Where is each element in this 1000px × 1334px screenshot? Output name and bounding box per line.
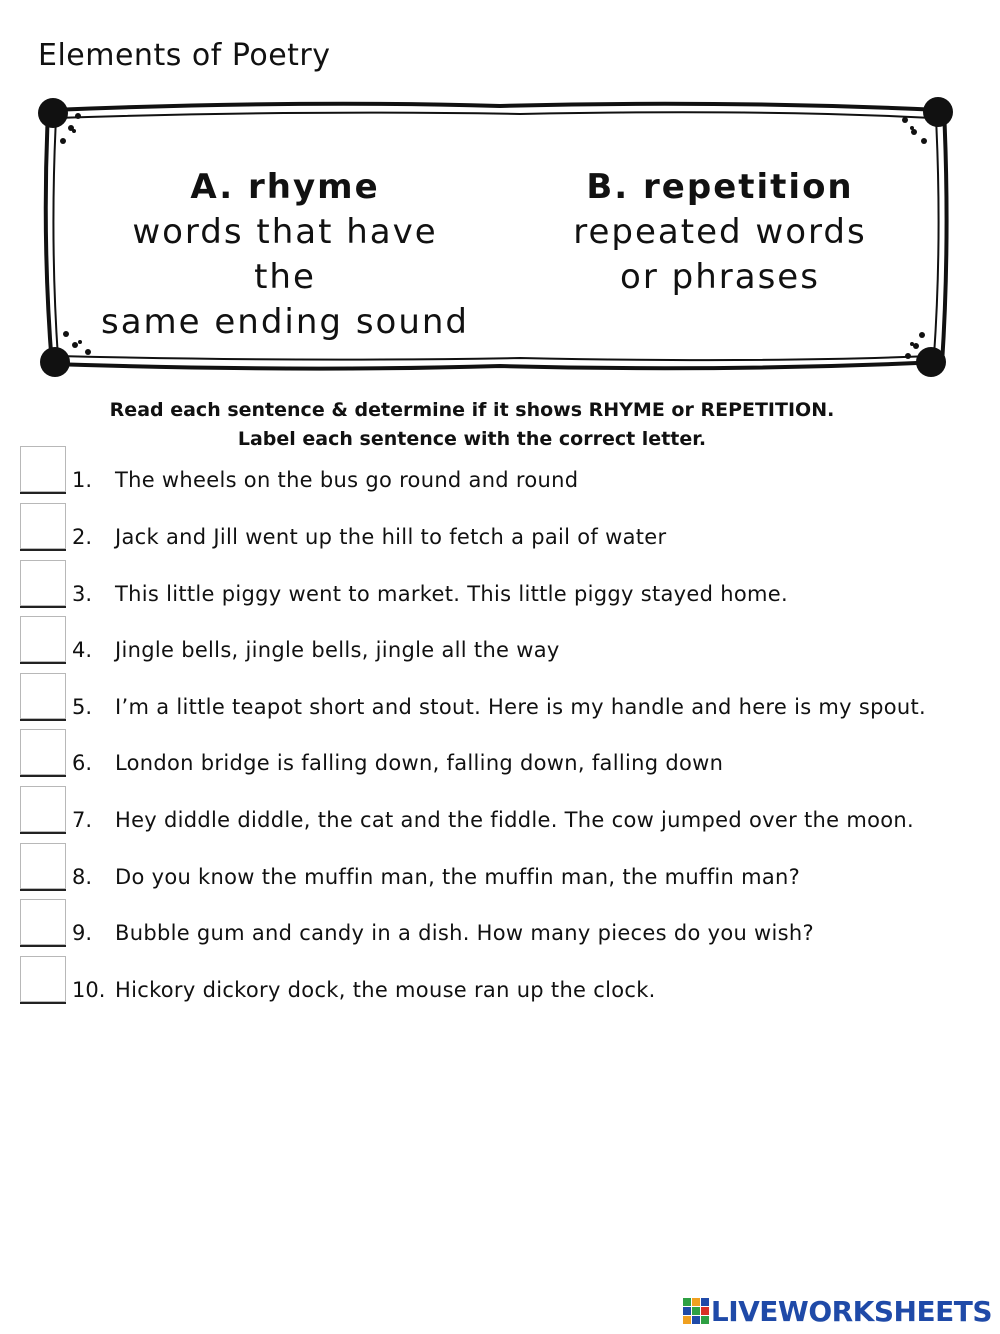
question-text: London bridge is falling down, falling down, falling down — [115, 751, 724, 775]
definition-line: or phrases — [620, 257, 820, 297]
question-row — [0, 503, 1000, 559]
answer-underline — [20, 775, 66, 777]
answer-box[interactable] — [20, 899, 66, 945]
answer-box[interactable] — [20, 843, 66, 889]
question-number: 6. — [72, 751, 93, 775]
question-text: Jingle bells, jingle bells, jingle all the way — [115, 638, 560, 662]
answer-box[interactable] — [20, 673, 66, 719]
question-text: Jack and Jill went up the hill to fetch a pail of water — [115, 525, 667, 549]
definition-rhyme — [100, 165, 470, 345]
question-row — [0, 956, 1000, 1012]
definition-line: same ending sound — [100, 302, 470, 342]
question-number: 10. — [72, 978, 106, 1002]
answer-box[interactable] — [20, 446, 66, 492]
question-number: 1. — [72, 468, 93, 492]
question-text: Hickory dickory dock, the mouse ran up the clock. — [115, 978, 656, 1002]
answer-box[interactable] — [20, 616, 66, 662]
question-number: 4. — [72, 638, 93, 662]
question-row — [0, 843, 1000, 899]
answer-underline — [20, 606, 66, 608]
answer-box[interactable] — [20, 560, 66, 606]
brand-name: LIVEWORKSHEETS — [710, 1294, 992, 1328]
question-text: I’m a little teapot short and stout. Here is my handle and here is my spout. — [115, 695, 927, 719]
question-row — [0, 786, 1000, 842]
answer-underline — [20, 549, 66, 551]
page-title: Elements of Poetry — [38, 38, 331, 73]
definition-term: B. repetition — [586, 167, 854, 207]
question-text: The wheels on the bus go round and round — [115, 468, 579, 492]
question-row — [0, 616, 1000, 672]
definition-term: A. rhyme — [190, 167, 380, 207]
liveworksheets-logo-icon — [683, 1298, 709, 1324]
answer-underline — [20, 889, 66, 891]
answer-box[interactable] — [20, 956, 66, 1002]
question-text: Do you know the muffin man, the muffin man, the muffin man? — [115, 865, 801, 889]
question-row — [0, 673, 1000, 729]
question-number: 9. — [72, 921, 93, 945]
answer-underline — [20, 662, 66, 664]
answer-underline — [20, 492, 66, 494]
question-text: This little piggy went to market. This little piggy stayed home. — [115, 582, 788, 606]
question-text: Bubble gum and candy in a dish. How many pieces do you wish? — [115, 921, 814, 945]
definition-line: words that have the — [132, 212, 438, 297]
question-row — [0, 729, 1000, 785]
question-number: 2. — [72, 525, 93, 549]
question-number: 5. — [72, 695, 93, 719]
answer-box[interactable] — [20, 729, 66, 775]
answer-box[interactable] — [20, 503, 66, 549]
answer-underline — [20, 945, 66, 947]
question-number: 3. — [72, 582, 93, 606]
question-number: 8. — [72, 865, 93, 889]
instructions-line: Read each sentence & determine if it shows RHYME or REPETITION. — [109, 399, 835, 421]
definition-repetition — [540, 165, 900, 300]
question-row — [0, 560, 1000, 616]
question-number: 7. — [72, 808, 93, 832]
question-row — [0, 899, 1000, 955]
instructions-line: Label each sentence with the correct letter. — [237, 428, 707, 450]
question-text: Hey diddle diddle, the cat and the fiddle. The cow jumped over the moon. — [115, 808, 914, 832]
answer-box[interactable] — [20, 786, 66, 832]
liveworksheets-brand[interactable] — [683, 1296, 992, 1326]
answer-underline — [20, 1002, 66, 1004]
question-row — [0, 446, 1000, 502]
definition-line: repeated words — [573, 212, 867, 252]
answer-underline — [20, 832, 66, 834]
answer-underline — [20, 719, 66, 721]
